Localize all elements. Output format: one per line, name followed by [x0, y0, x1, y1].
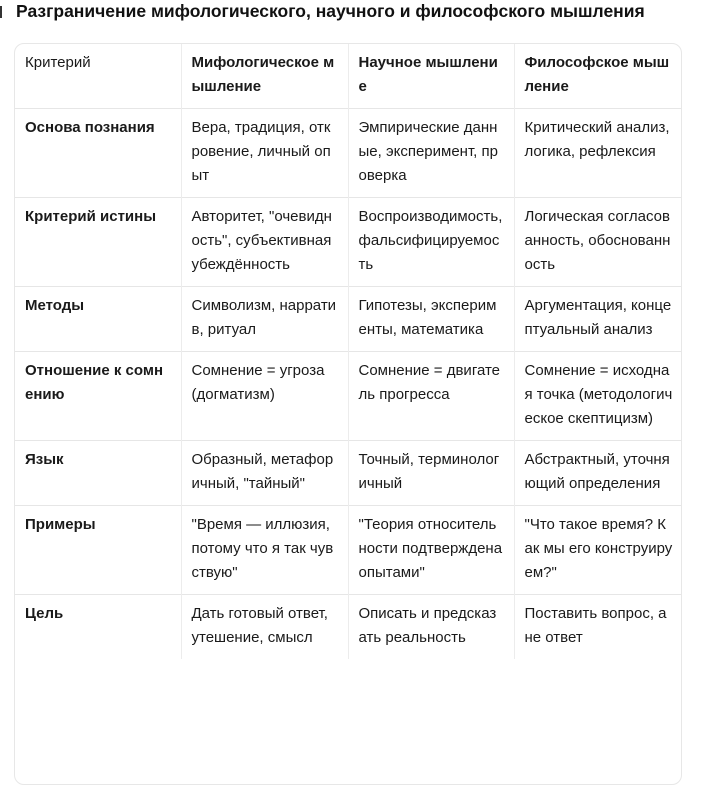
- header-cell-scientific: Научное мышление: [348, 44, 514, 109]
- table-cell: "Время — иллюзия, потому что я так чувствую": [181, 506, 348, 595]
- table-body: [15, 109, 682, 660]
- table-cell: Абстрактный, уточняющий определения: [514, 441, 682, 506]
- table-cell: Поставить вопрос, а не ответ: [514, 595, 682, 660]
- table-cell: Символизм, нарратив, ритуал: [181, 287, 348, 352]
- table-cell: Эмпирические данные, эксперимент, проверка: [348, 109, 514, 198]
- row-criterion-cell: Отношение к сомнению: [25, 362, 164, 403]
- table-cell: Описать и предсказать реальность: [348, 595, 514, 660]
- table-cell: Воспроизводимость, фальсифицируемость: [348, 198, 514, 287]
- table-cell: Образный, метафоричный, "тайный": [181, 441, 348, 506]
- table-cell: "Теория относительности подтверждена опытами": [348, 506, 514, 595]
- table-row: [15, 352, 682, 441]
- table-cell: Вера, традиция, откровение, личный опыт: [181, 109, 348, 198]
- table-cell: Критический анализ, логика, рефлексия: [514, 109, 682, 198]
- table-row: [15, 506, 682, 595]
- comparison-table: [15, 44, 682, 659]
- table-row: [15, 198, 682, 287]
- table-cell: Сомнение = двигатель прогресса: [348, 352, 514, 441]
- row-criterion-cell: Язык: [25, 451, 64, 468]
- header-cell-criterion: Критерий: [25, 54, 91, 71]
- table-cell: Гипотезы, эксперименты, математика: [348, 287, 514, 352]
- row-criterion-cell: Примеры: [25, 516, 96, 533]
- table-cell: Сомнение = угроза (догматизм): [181, 352, 348, 441]
- table-cell: Точный, терминологичный: [348, 441, 514, 506]
- row-criterion-cell: Методы: [25, 297, 85, 314]
- row-criterion-cell: Цель: [25, 605, 64, 622]
- table-cell: Сомнение = исходная точка (методологическое скептицизм): [514, 352, 682, 441]
- left-edge-mark: [0, 6, 2, 18]
- table-cell: "Что такое время? Как мы его конструируем?": [514, 506, 682, 595]
- table-cell: Логическая согласованность, обоснованность: [514, 198, 682, 287]
- table-row: [15, 595, 682, 660]
- table-cell: Аргументация, концептуальный анализ: [514, 287, 682, 352]
- header-cell-philosophical: Философское мышление: [514, 44, 682, 109]
- row-criterion-cell: Критерий истины: [25, 208, 157, 225]
- table-cell: Авторитет, "очевидность", субъективная убеждённость: [181, 198, 348, 287]
- table-row: [15, 287, 682, 352]
- table-row: [15, 109, 682, 198]
- table-cell: Дать готовый ответ, утешение, смысл: [181, 595, 348, 660]
- page-title: Разграничение мифологического, научного и философского мышления: [16, 1, 645, 21]
- table-row: [15, 441, 682, 506]
- table-header: [15, 44, 682, 109]
- header-cell-mythological: Мифологическое мышление: [181, 44, 348, 109]
- comparison-table-container: [14, 43, 682, 785]
- row-criterion-cell: Основа познания: [25, 119, 155, 136]
- header-row: [15, 44, 682, 109]
